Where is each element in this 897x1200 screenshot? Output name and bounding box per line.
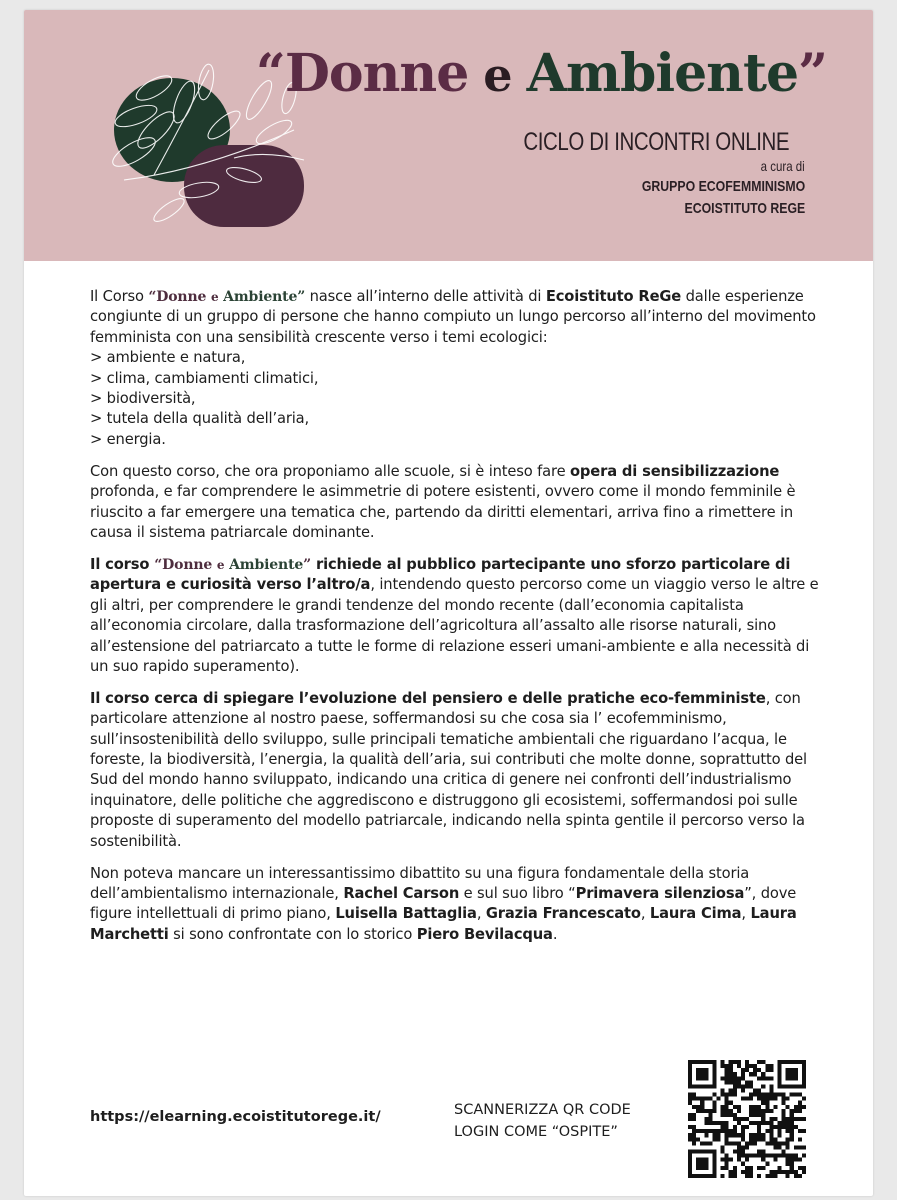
qr-code-icon[interactable] bbox=[688, 1058, 806, 1180]
course-name-part: “Donne bbox=[154, 556, 217, 573]
course-name-part: e bbox=[216, 557, 225, 572]
course-name bbox=[148, 289, 305, 305]
person-name: Laura Marchetti bbox=[90, 905, 797, 943]
list-item: > clima, cambiamenti climatici, bbox=[90, 369, 319, 387]
title-quote-close: ” bbox=[798, 43, 827, 104]
person-name: Laura Cima bbox=[649, 905, 742, 923]
scan-line-2: LOGIN COME “OSPITE” bbox=[454, 1124, 618, 1140]
text: , intendendo questo percorso come un viaggio verso le altre e gli altri, per comprendere le grandi tendenze del mondo recente (dall’economia capitalista all’economia circolare, dalla trasformazione dell’agricoltura all’assalto alle risorse naturali, sino all’estensione del patriarcato a tutte le forme di relazione esseri umani-ambiente e alla necessità di un suo rapido superamento). bbox=[90, 576, 819, 675]
text: Il Corso bbox=[90, 288, 149, 305]
title-word-ambiente: Ambiente bbox=[526, 43, 799, 104]
text: e sul suo libro “ bbox=[459, 884, 576, 902]
course-name bbox=[154, 557, 311, 573]
text: nasce all’interno delle attività di bbox=[305, 288, 546, 305]
book-title: Primavera silenziosa bbox=[575, 884, 745, 902]
emphasis: opera di sensibilizzazione bbox=[569, 462, 780, 480]
title-word-donne: Donne bbox=[284, 43, 469, 104]
paragraph-awareness bbox=[90, 462, 825, 544]
list-item: > tutela della qualità dell’aria, bbox=[90, 410, 310, 428]
course-name-part: Ambiente” bbox=[218, 289, 306, 305]
text: Non poteva mancare un interessantissimo dibattito su una figura fondamentale della storia dell’ambientalismo internazionale, bbox=[90, 864, 750, 902]
text: si sono confrontate con lo storico bbox=[168, 925, 417, 943]
subtitle: CICLO DI INCONTRI ONLINE bbox=[523, 128, 789, 156]
person-name: Rachel Carson bbox=[343, 884, 460, 902]
paragraph-evolution bbox=[90, 689, 825, 852]
title-conjunction: e bbox=[468, 48, 527, 102]
paragraph-openness bbox=[90, 555, 825, 677]
page-title bbox=[256, 44, 827, 105]
org-name: Ecoistituto ReGe bbox=[545, 288, 682, 305]
paragraph-intro bbox=[90, 287, 825, 450]
text: , bbox=[741, 905, 751, 923]
elearning-link[interactable]: https://elearning.ecoistitutorege.it/ bbox=[90, 1109, 381, 1125]
body-text bbox=[90, 287, 825, 957]
course-name-part: “Donne bbox=[148, 289, 211, 305]
course-name-part: ” bbox=[303, 556, 312, 573]
organizer-line-2: ECOISTITUTO REGE bbox=[684, 200, 805, 217]
list-item: > biodiversità, bbox=[90, 390, 196, 408]
organizer-line-1: GRUPPO ECOFEMMINISMO bbox=[641, 178, 805, 195]
text: dalle esperienze congiunte di un gruppo di persone che hanno compiuto un lungo percorso all’interno del movimento femminista con una sensibilità crescente verso i temi ecologici: bbox=[90, 288, 816, 346]
curated-by-label: a cura di bbox=[760, 158, 805, 174]
header-banner bbox=[24, 10, 873, 261]
text: . bbox=[552, 925, 558, 943]
person-name: Piero Bevilacqua bbox=[416, 925, 553, 943]
text: , bbox=[640, 905, 650, 923]
paragraph-debate bbox=[90, 864, 825, 946]
text: , bbox=[476, 905, 486, 923]
emphasis: richiede al pubblico partecipante uno sforzo particolare di apertura e curiosità verso l’altro/a bbox=[90, 555, 791, 594]
scan-line-1: SCANNERIZZA QR CODE bbox=[454, 1102, 631, 1118]
person-name: Luisella Battaglia bbox=[335, 905, 477, 923]
text: profonda, e far comprendere le asimmetrie di potere esistenti, ovvero come il mondo femminile è riuscito a far emergere una tematica che, partendo da diritti elementari, arriva fino a rimettere in causa il sistema patriarcale dominante. bbox=[90, 483, 796, 541]
emphasis: Il corso cerca di spiegare l’evoluzione del pensiero e delle pratiche eco-femministe bbox=[90, 689, 766, 707]
course-name-part: Ambiente bbox=[224, 556, 304, 573]
text: Con questo corso, che ora proponiamo alle scuole, si è inteso fare bbox=[90, 462, 570, 480]
emphasis: Il corso bbox=[90, 555, 155, 573]
list-item: > ambiente e natura, bbox=[90, 349, 246, 367]
course-name-part: e bbox=[210, 290, 219, 304]
flyer-page bbox=[24, 10, 873, 1196]
text: ”, dove figure intellettuali di primo piano, bbox=[90, 884, 797, 923]
scan-instructions bbox=[454, 1099, 631, 1143]
person-name: Grazia Francescato bbox=[485, 905, 641, 923]
text: , con particolare attenzione al nostro paese, soffermandosi su che cosa sia l’ ecofemminismo, sull’insostenibilità dello sviluppo, sulle principali tematiche ambientali che riguardano l’acqua, le foreste, la biodiversità, l’energia, la qualità dell’aria, sui contributi che molte donne, soprattutto del Sud del mondo hanno sviluppato, indicando una critica di genere nei confronti dell’industrialismo inquinatore, delle politiche che aggrediscono e distruggono gli ecosistemi, soffermandosi poi sulle proposte di superamento del modello patriarcale, indicando nella spinta gentile il percorso verso la sostenibilità. bbox=[90, 689, 807, 850]
list-item: > energia. bbox=[90, 430, 166, 448]
title-quote-open: “ bbox=[255, 43, 285, 104]
